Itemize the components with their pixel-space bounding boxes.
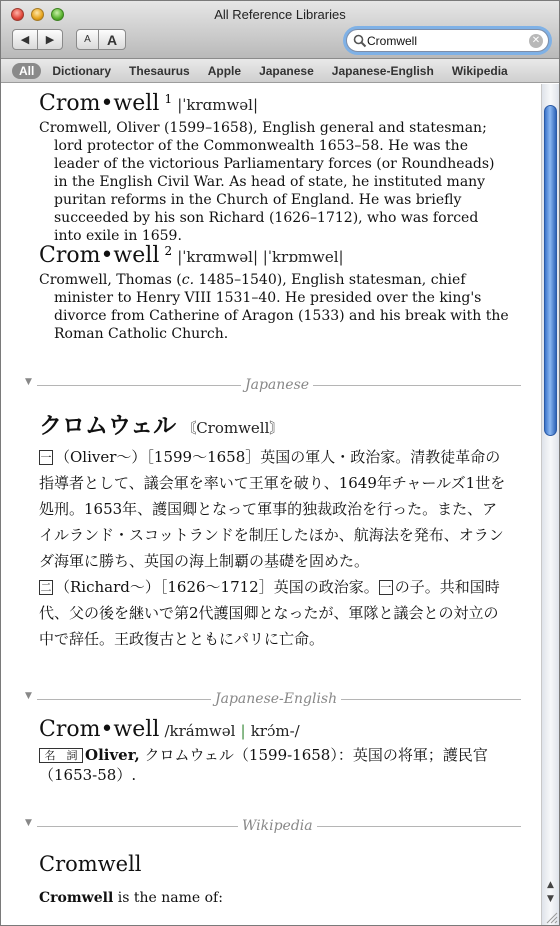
scope-bar [1,59,559,83]
section-header-wikipedia[interactable] [25,818,521,834]
japanese-english-entry [39,719,509,785]
definition-text: Cromwell, Thomas ( [39,272,182,288]
scroll-down-arrow-icon[interactable]: ▼ [547,894,554,904]
cross-reference-badge[interactable]: 一 [380,581,392,594]
entry-homograph-number: 2 [164,244,173,258]
scope-apple[interactable]: Apple [207,63,242,78]
definition-text: クロムウェル（1599-1658）：英国の将軍；護民官（1653-58）. [39,746,488,784]
search-input[interactable] [367,33,525,49]
entry-pronunciation: |ˈkrɑmwəl| [177,96,259,114]
entry-pronunciation: |ˈkrɑmwəl| |ˈkrɒmwel| [177,248,344,266]
section-label: Japanese-English [211,691,341,707]
entry-definition: Cromwell, Oliver (1599–1658), English general and statesman; lord protector of the Commonwealth 1653–58. He was the leader of the victorious Parliamentary forces (or Roundheads) in the English Civil War. As head of state, he instituted many puritan reforms in the Church of England. He was briefly succeeded by his son Richard (1626–1712), who was forced into exile in 1659. [39,120,495,244]
scope-all[interactable]: All [12,63,41,79]
pronunciation-separator: | [240,722,246,740]
wikipedia-entry [39,852,509,906]
back-arrow-icon: ◀ [20,34,30,46]
section-label: Wikipedia [238,818,317,834]
scroll-up-arrow-icon[interactable]: ▲ [547,880,554,890]
forward-button[interactable] [37,29,63,50]
entry-homograph-number: 1 [164,92,173,106]
font-larger-button[interactable]: A [98,29,126,50]
section-label: Japanese [241,377,313,393]
vertical-scrollbar[interactable] [541,84,559,925]
section-header-japanese-english[interactable] [25,691,521,707]
entry-pronunciation-alt: krɔ́m-/ [250,722,300,740]
entry-definition [39,745,509,785]
entry-headword: Crom•well [39,717,160,742]
scope-wikipedia[interactable]: Wikipedia [451,63,508,78]
search-icon [353,34,367,48]
disclosure-triangle-icon[interactable]: ▼ [25,691,32,701]
definition-text: 1485–1540), English statesman, chief minister to Henry VIII 1531–40. He presided over the king's divorce from Catherine of Aragon (1533) and his break with the Roman Catholic Church. [54,272,509,342]
dictionary-entry-2 [39,244,509,343]
scope-japanese[interactable]: Japanese [259,63,314,78]
title-bar[interactable] [1,1,559,59]
entry-headword: Crom•well [39,91,160,116]
dictionary-entry-1 [39,92,509,245]
part-of-speech-badge: 名 詞 [39,748,83,763]
circa-abbrev: c. [181,272,195,288]
search-field[interactable] [346,29,549,52]
scope-japanese-english[interactable]: Japanese-English [331,63,434,78]
resize-grip-icon[interactable] [542,908,558,924]
sense-text: （Oliver〜）［1599〜1658］英国の軍人・政治家。清教徒革命の指導者として、議会軍を率いて王軍を破り、1649年チャールズ1世を処刑。1653年、護国卿となって軍事的独裁政治を行った。また、アイルランド・スコットランドを制圧したほか、航海法を発布、オランダ海軍に勝ち、英国の海上制覇の基礎を固めた。 [39,448,506,570]
scrollbar-thumb[interactable] [544,105,557,436]
clear-search-icon[interactable]: ✕ [529,34,543,48]
window-title: All Reference Libraries [214,7,346,22]
entry-headword: クロムウェル [39,412,177,439]
sense-text: の子。共和国時代、父の後を継いで第2代護国卿となったが、軍隊と議会との対立の中で辞任。王政復古とともにパリに亡命。 [39,578,500,648]
sense-number-badge: 一 [40,451,52,464]
sense-text: （Richard〜）［1626〜1712］英国の政治家。 [55,578,379,596]
back-button[interactable] [12,29,38,50]
entry-definition [39,271,509,343]
scope-dictionary[interactable]: Dictionary [52,63,112,78]
entry-pronunciation: /krámwəl [164,722,236,740]
disclosure-triangle-icon[interactable]: ▼ [25,377,32,387]
section-header-japanese[interactable] [25,377,521,393]
sense-1 [39,444,509,574]
entry-term: Oliver, [85,746,140,764]
forward-arrow-icon: ▶ [45,34,55,46]
sense-number-badge: 二 [40,581,52,594]
wikipedia-title: Cromwell [39,852,142,876]
entry-alt-spelling: 〘Cromwell〙 [181,419,285,437]
wikipedia-text: is the name of: [113,890,223,906]
entry-headword: Crom•well [39,243,160,268]
wikipedia-summary [39,890,509,906]
results-pane[interactable] [1,84,541,926]
disclosure-triangle-icon[interactable]: ▼ [25,818,32,828]
japanese-entry [39,407,509,652]
wikipedia-bold-term: Cromwell [39,890,114,906]
scope-thesaurus[interactable]: Thesaurus [129,63,190,78]
font-smaller-button[interactable]: A [76,29,99,50]
sense-2 [39,574,509,652]
